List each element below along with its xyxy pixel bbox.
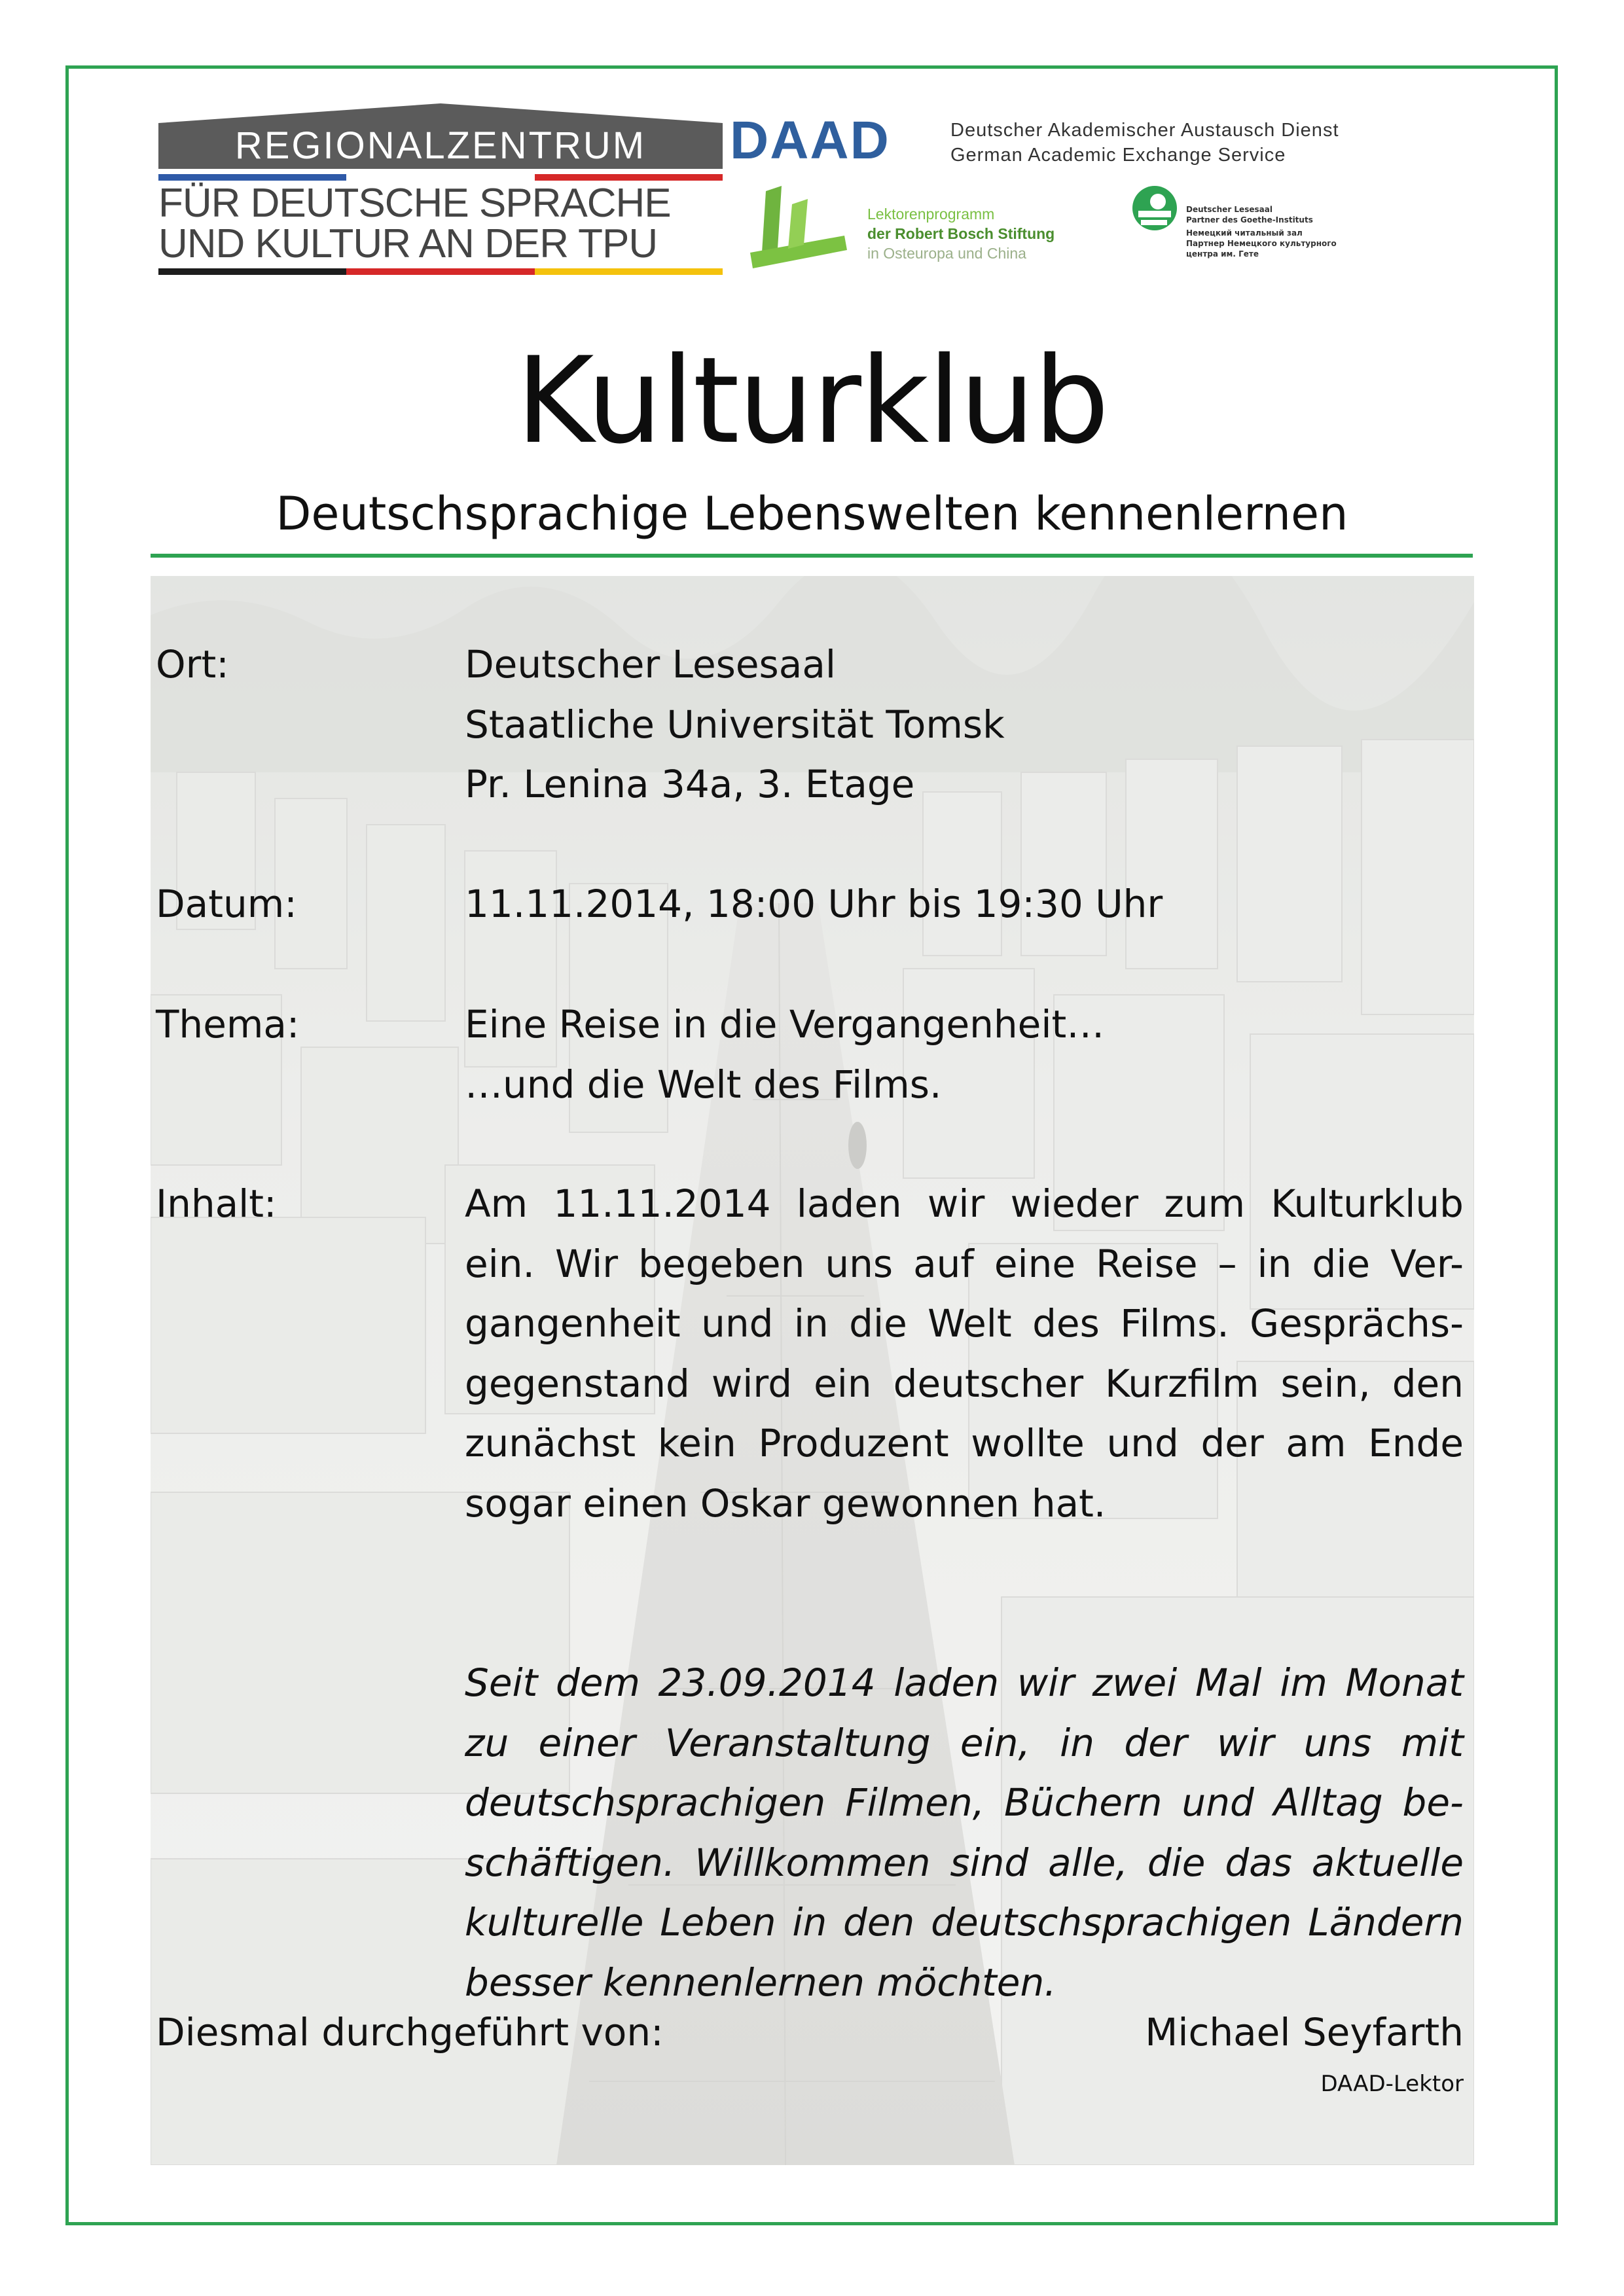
thema-line: Eine Reise in die Vergangenheit… bbox=[465, 1002, 1105, 1047]
background-photo bbox=[151, 576, 1474, 2165]
logo-line-1: FÜR DEUTSCHE SPRACHE bbox=[158, 181, 671, 226]
bosch-line-1: Lektorenprogramm bbox=[867, 206, 995, 223]
inhalt-line: gangenheit und in die Welt des Films. Gesprächs- bbox=[465, 1301, 1464, 1346]
ort-line: Pr. Lenina 34a, 3. Etage bbox=[465, 762, 915, 806]
note-line: besser kennenlernen möchten. bbox=[465, 1960, 1056, 2005]
flag-red bbox=[346, 268, 534, 275]
lecturer-role: DAAD-Lektor bbox=[1320, 2071, 1464, 2097]
inhalt-value bbox=[465, 1174, 1464, 1534]
stripe-red bbox=[535, 174, 723, 181]
logo-title: REGIONALZENTRUM bbox=[234, 124, 647, 167]
daad-logo: DAAD bbox=[730, 111, 890, 170]
logo-line-2: UND KULTUR AN DER TPU bbox=[158, 221, 658, 266]
title-divider bbox=[151, 554, 1473, 558]
inhalt-line: ein. Wir begeben uns auf eine Reise – in die Ver- bbox=[465, 1241, 1464, 1286]
inhalt-line: sogar einen Oskar gewonnen hat. bbox=[465, 1480, 1106, 1526]
goethe-line-3: Немецкий читальный зал bbox=[1186, 228, 1303, 238]
ort-label: Ort: bbox=[156, 642, 229, 687]
ort-line: Deutscher Lesesaal bbox=[465, 642, 836, 687]
note-line: deutschsprachigen Filmen, Büchern und Alltag be- bbox=[465, 1780, 1464, 1825]
page-title: Kulturklub bbox=[516, 331, 1108, 470]
lecturer-name: Michael Seyfarth bbox=[1145, 2010, 1464, 2054]
goethe-line-4: Партнер Немецкого культурного bbox=[1186, 239, 1337, 248]
flag-black bbox=[158, 268, 346, 275]
datum-value: 11.11.2014, 18:00 Uhr bis 19:30 Uhr bbox=[465, 882, 1163, 926]
bosch-line-2: der Robert Bosch Stiftung bbox=[867, 225, 1055, 242]
note-line: schäftigen. Willkommen sind alle, die das aktuelle bbox=[465, 1840, 1464, 1885]
inhalt-label: Inhalt: bbox=[156, 1181, 277, 1226]
inhalt-note bbox=[465, 1653, 1464, 2013]
datum-label: Datum: bbox=[156, 882, 297, 926]
note-line: zu einer Veranstaltung ein, in der wir uns mit bbox=[465, 1720, 1464, 1765]
thema-line: …und die Welt des Films. bbox=[465, 1062, 942, 1107]
ort-value bbox=[465, 635, 1464, 815]
thema-label: Thema: bbox=[156, 1002, 300, 1047]
goethe-line-2: Partner des Goethe-Instituts bbox=[1186, 215, 1313, 224]
daad-line-2: German Academic Exchange Service bbox=[950, 145, 1286, 166]
logo-roof bbox=[158, 103, 723, 123]
daad-description bbox=[950, 118, 1339, 168]
note-line: kulturelle Leben in den deutschsprachigen Ländern bbox=[465, 1900, 1464, 1945]
goethe-line-5: центра им. Гете bbox=[1186, 249, 1259, 259]
bosch-logo-icon bbox=[746, 185, 851, 270]
stripe-white bbox=[346, 174, 534, 181]
stripe-blue bbox=[158, 174, 346, 181]
inhalt-line: gegenstand wird ein deutscher Kurzfilm sein, den bbox=[465, 1361, 1464, 1406]
thema-value bbox=[465, 995, 1464, 1115]
byline-label: Diesmal durchgeführt von: bbox=[156, 2010, 664, 2054]
logo-flag bbox=[158, 268, 723, 275]
daad-line-1: Deutscher Akademischer Austausch Dienst bbox=[950, 120, 1339, 141]
flag-gold bbox=[535, 268, 723, 275]
regionalzentrum-logo bbox=[158, 103, 723, 275]
goethe-line-1: Deutscher Lesesaal bbox=[1186, 205, 1272, 214]
goethe-description bbox=[1186, 204, 1337, 259]
inhalt-line: Am 11.11.2014 laden wir wieder zum Kulturklub bbox=[465, 1181, 1464, 1226]
inhalt-line: zunächst kein Produzent wollte und der am Ende bbox=[465, 1421, 1464, 1465]
bosch-description bbox=[867, 204, 1055, 263]
logo-stripe bbox=[158, 174, 723, 181]
page-subtitle: Deutschsprachige Lebenswelten kennenlernen bbox=[276, 487, 1348, 541]
ort-line: Staatliche Universität Tomsk bbox=[465, 702, 1005, 747]
note-line: Seit dem 23.09.2014 laden wir zwei Mal im Monat bbox=[465, 1660, 1464, 1705]
bosch-line-3: in Osteuropa und China bbox=[867, 245, 1026, 262]
event-details bbox=[151, 576, 1474, 2165]
goethe-logo-icon bbox=[1129, 182, 1180, 236]
